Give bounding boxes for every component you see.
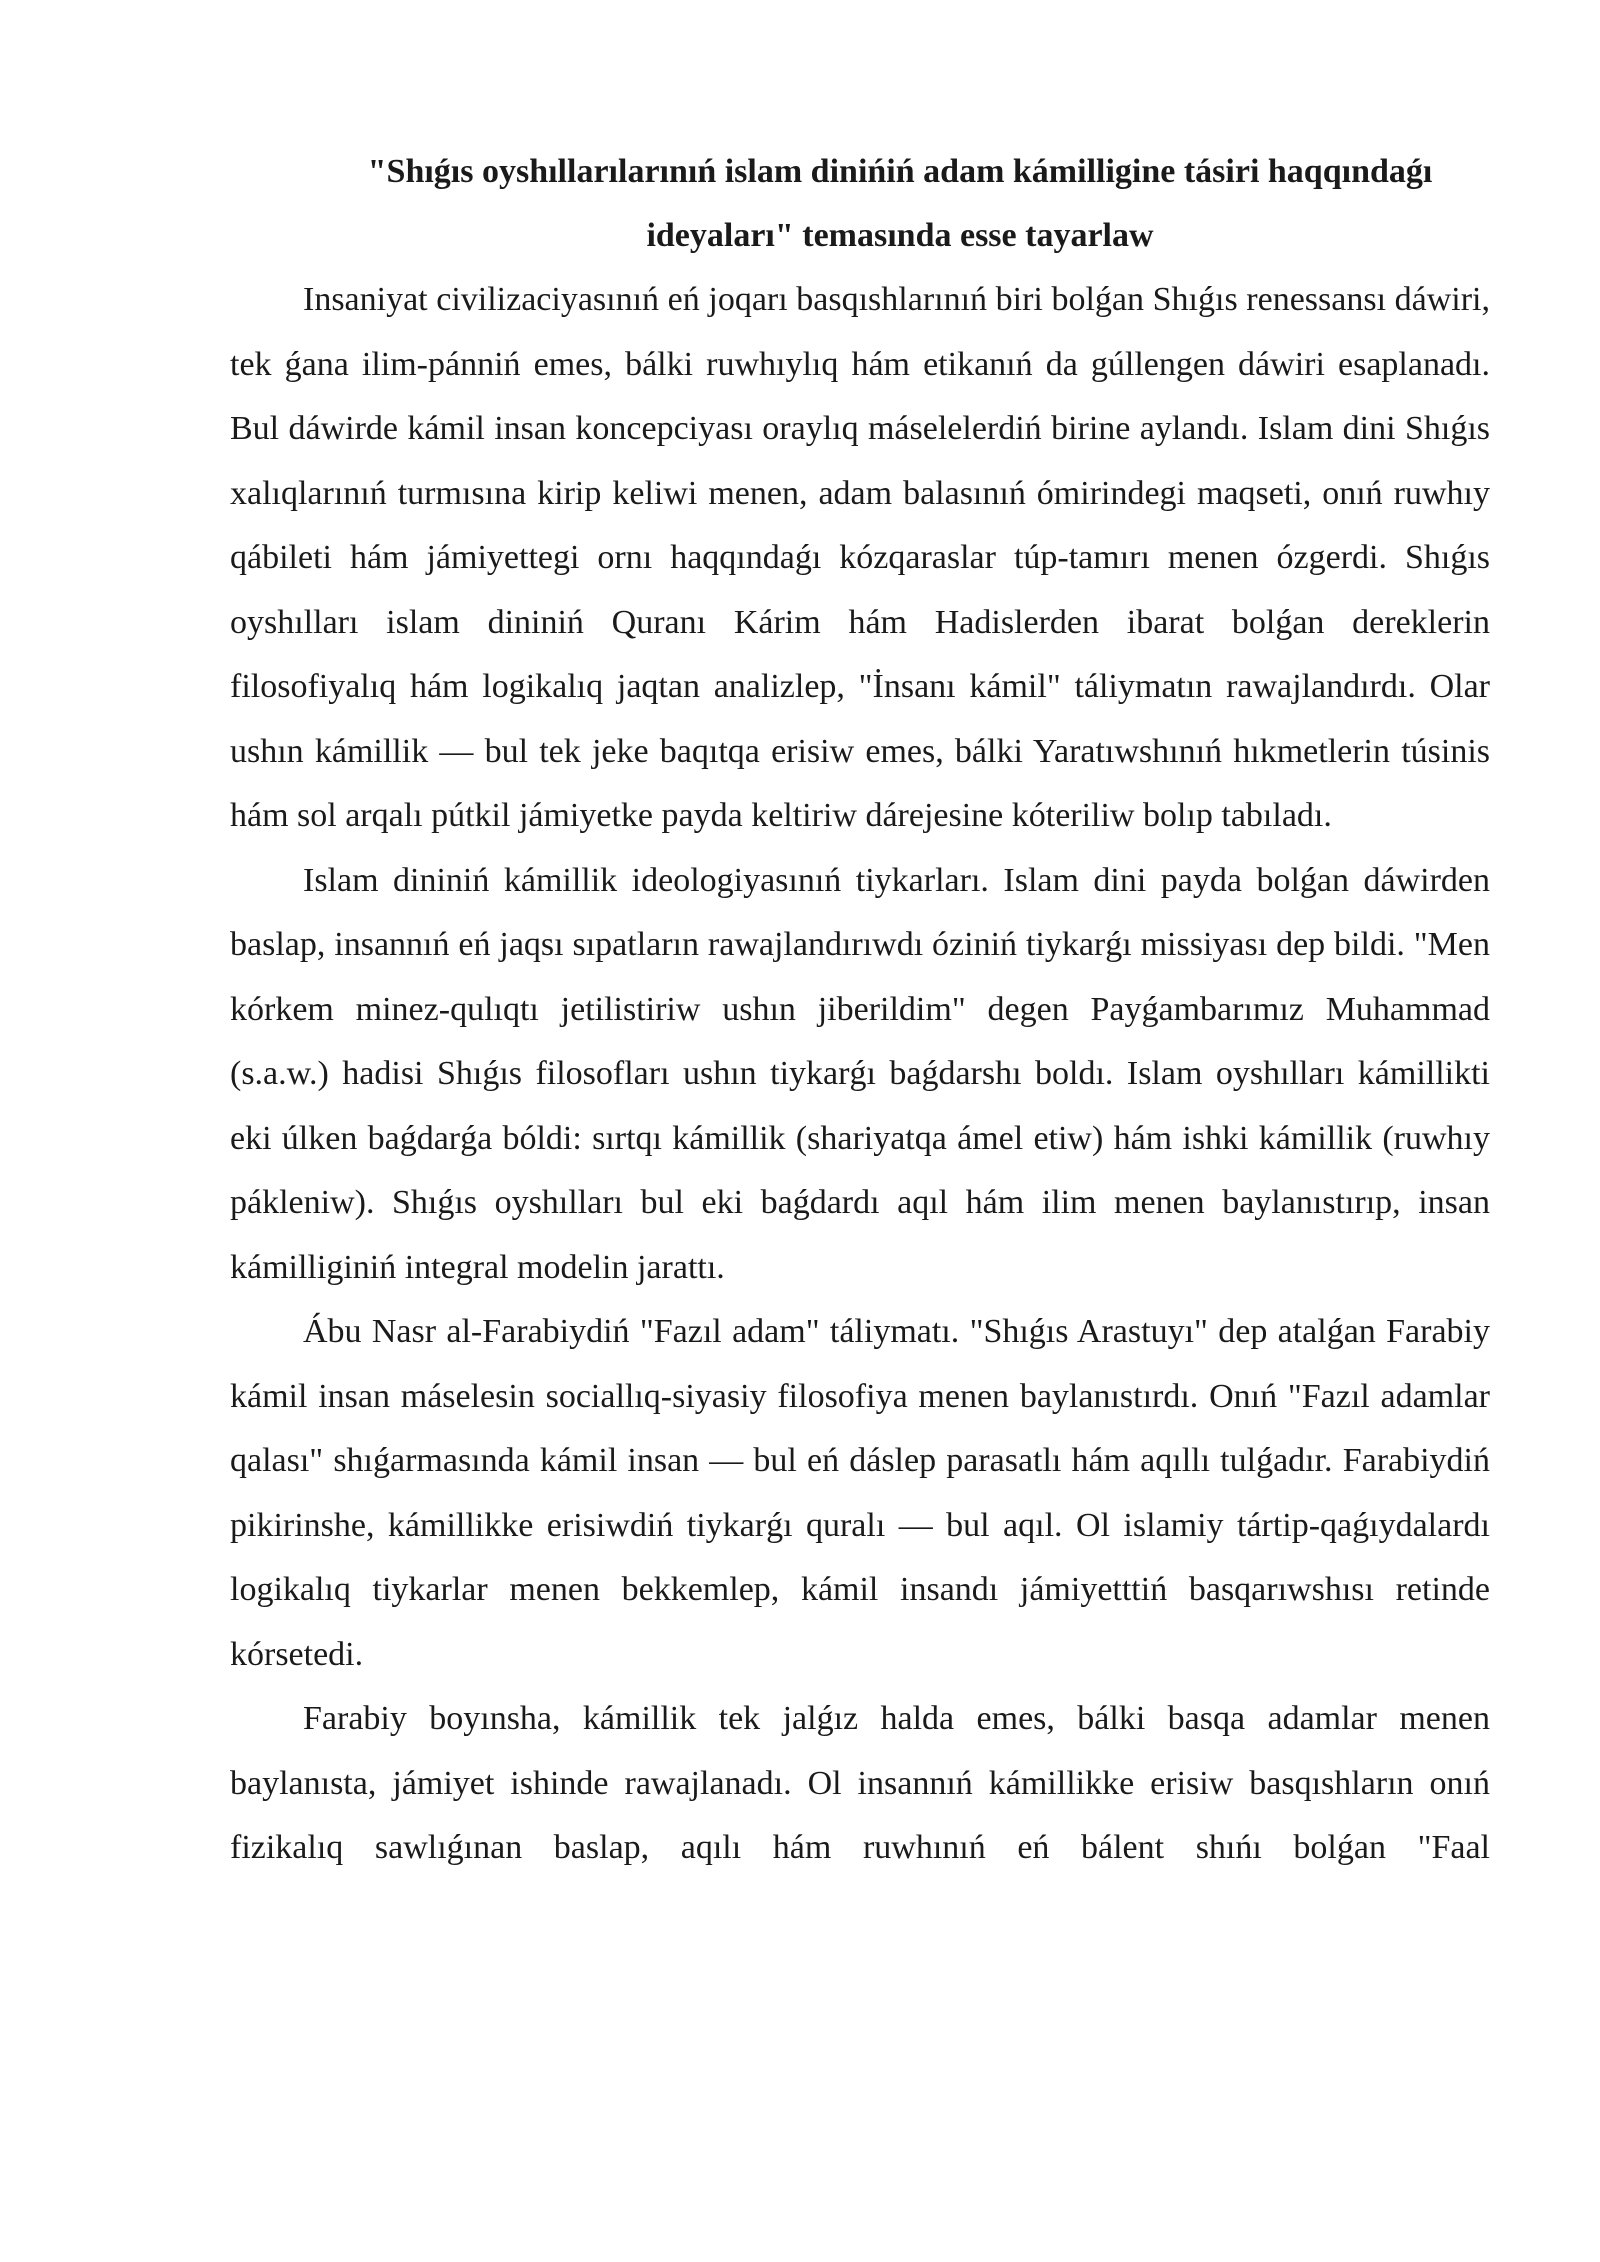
paragraph-islamic-foundations: Islam dininiń kámillik ideologiyasınıń tiykarları. Islam dini payda bolǵan dáwirden baslap, insannıń eń jaqsı sıpatların rawajlandırıwdı óziniń tiykarǵı missiyası dep bildi. "Men kórkem minez-qulıqtı jetilistiriw ushın jiberildim" degen Payǵambarımız Muhammad (s.a.w.) hadisi Shıǵıs filosofları ushın tiykarǵı baǵdarshı boldı. Islam oyshılları kámillikti eki úlken baǵdarǵa bóldi: sırtqı kámillik (shariyatqa ámel etiw) hám ishki kámillik (ruwhıy pákleniw). Shıǵıs oyshılları bul eki baǵdardı aqıl hám ilim menen baylanıstırıp, insan kámilliginiń integral modelin jarattı. bbox=[230, 861, 1490, 1286]
document-page bbox=[230, 140, 1490, 1881]
paragraph-introduction: Insaniyat civilizaciyasınıń eń joqarı basqıshlarınıń biri bolǵan Shıǵıs renessansı dáwiri, tek ǵana ilim-pánniń emes, bálki ruwhıylıq hám etikanıń da gúllengen dáwiri esaplanadı. Bul dáwirde kámil insan koncepciyası oraylıq máselelerdiń birine aylandı. Islam dini Shıǵıs xalıqlarınıń turmısına kirip keliwi menen, adam balasınıń ómirindegi maqseti, onıń ruwhıy qábileti hám jámiyettegi ornı haqqındaǵı kózqaraslar túp-tamırı menen ózgerdi. Shıǵıs oyshılları islam dininiń Quranı Kárim hám Hadislerden ibarat bolǵan dereklerin filosofiyalıq hám logikalıq jaqtan analizlep, "İnsanı kámil" táliymatın rawajlandırdı. Olar ushın kámillik — bul tek jeke baqıtqa erisiw emes, bálki Yaratıwshınıń hıkmetlerin túsinis hám sol arqalı pútkil jámiyetke payda keltiriw dárejesine kóteriliw bolıp tabıladı. bbox=[230, 281, 1490, 834]
paragraph-farabi-society: Farabiy boyınsha, kámillik tek jalǵız halda emes, bálki basqa adamlar menen baylanısta, jámiyet ishinde rawajlanadı. Ol insannıń kámillikke erisiw basqıshların onıń fizikalıq sawlıǵınan baslap, aqılı hám ruwhınıń eń bálent shıńı bolǵan "Faal bbox=[230, 1700, 1490, 1866]
essay-title: "Shıǵıs oyshıllarılarınıń islam dinińiń adam kámilligine tásiri haqqındaǵı ideyaları" temasında esse tayarlaw bbox=[367, 153, 1433, 254]
paragraph-farabi-teaching: Ábu Nasr al-Farabiydiń "Fazıl adam" táliymatı. "Shıǵıs Arastuyı" dep atalǵan Farabiy kámil insan máselesin sociallıq-siyasiy filosofiya menen baylanıstırdı. Onıń "Fazıl adamlar qalası" shıǵarmasında kámil insan — bul eń dáslep parasatlı hám aqıllı tulǵadır. Farabiydiń pikirinshe, kámillikke erisiwdiń tiykarǵı quralı — bul aqıl. Ol islamiy tártip-qaǵıydalardı logikalıq tiykarlar menen bekkemlep, kámil insandı jámiyetttiń basqarıwshısı retinde kórsetedi. bbox=[230, 1313, 1490, 1673]
